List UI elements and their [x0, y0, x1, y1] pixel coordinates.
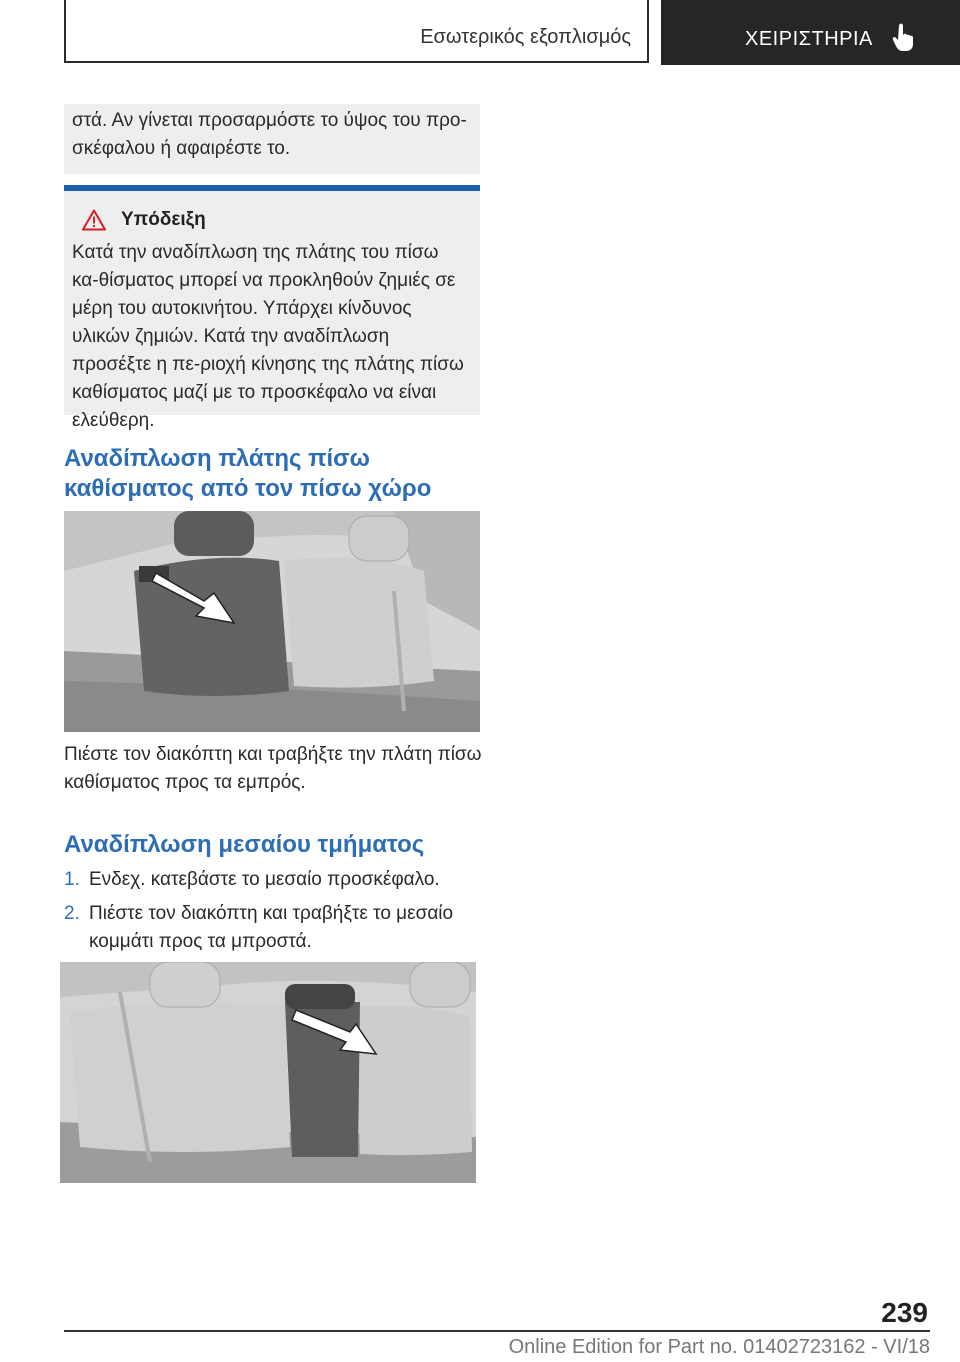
step-text: Πιέστε τον διακόπτη και τραβήξτε το μεσαίο κομμάτι προς τα μπροστά.: [89, 903, 454, 952]
note-header: [72, 205, 470, 235]
header-chapter-tab[interactable]: [661, 0, 960, 65]
hand-pointer-icon: [892, 22, 918, 52]
list-item: [64, 900, 484, 956]
note-title: Υπόδειξη: [121, 209, 206, 230]
footer-edition-text: Online Edition for Part no. 01402723162 - VI/18: [508, 1336, 930, 1358]
note-box: [64, 191, 480, 431]
footer-rule: [64, 1330, 930, 1332]
section1-caption: Πιέστε τον διακόπτη και τραβήξτε την πλάτη πίσω καθίσματος προς τα εμπρός.: [64, 744, 482, 793]
rear-seat-illustration: [64, 511, 480, 732]
header-section-box: [64, 0, 649, 63]
section-heading-fold-backrest: Αναδίπλωση πλάτης πίσω καθίσματος από τον πίσω χώρο: [64, 445, 432, 502]
step-number: 2.: [64, 903, 80, 924]
header-chapter-label: ΧΕΙΡΙΣΤΗΡΙΑ: [745, 28, 873, 50]
section-heading-fold-middle: Αναδίπλωση μεσαίου τμήματος: [64, 831, 425, 858]
header-section-title: Εσωτερικός εξοπλισμός: [420, 26, 631, 48]
intro-box: [64, 104, 480, 174]
middle-section-illustration: [60, 962, 476, 1183]
step-text: Ενδεχ. κατεβάστε το μεσαίο προσκέφαλο.: [89, 869, 440, 890]
steps-list: [64, 866, 484, 956]
intro-text: στά. Αν γίνεται προσαρμόστε το ύψος του προ-σκέφαλου ή αφαιρέστε το.: [72, 110, 467, 159]
step-number: 1.: [64, 869, 80, 890]
warning-triangle-icon: [82, 209, 106, 231]
page-number: 239: [881, 1297, 928, 1328]
note-text: Κατά την αναδίπλωση της πλάτης του πίσω κα-θίσματος μπορεί να προκληθούν ζημιές σε μέρη του αυτοκινήτου. Υπάρχει κίνδυνος υλικών ζημιών. Κατά την αναδίπλωση προσέξτε η πε-ριοχή κίνησης της πλάτης πίσω καθίσματος μαζί με το προσκέφαλο να είναι ελεύθερη.: [72, 242, 464, 431]
list-item: [64, 866, 484, 894]
rear-seat-photo-backrest: [64, 511, 480, 732]
rear-seat-photo-middle-section: [60, 962, 476, 1183]
